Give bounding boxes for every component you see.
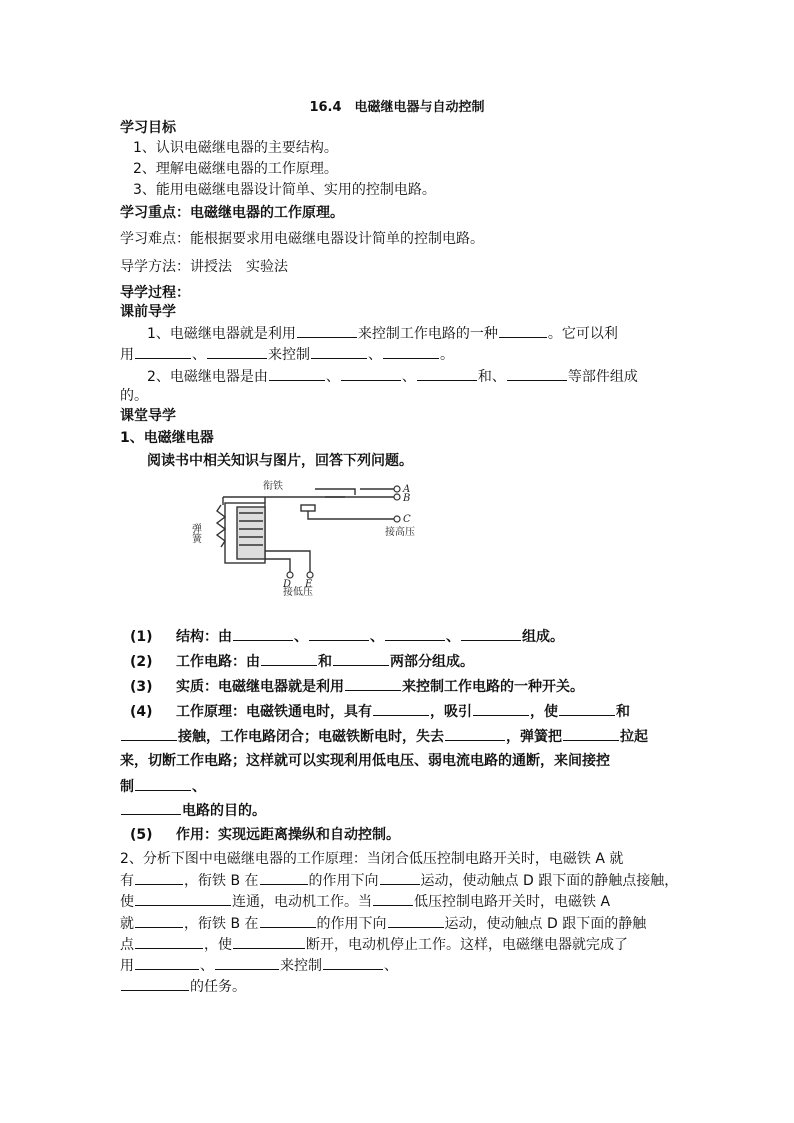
analysis-line1: 2、分析下图中电磁继电器的工作原理：当闭合低压控制电路开关时，电磁铁 A 就 (120, 851, 624, 867)
answer-blank[interactable] (461, 627, 521, 641)
question-2: (2) 工作电路：由 和 两部分组成。 (130, 654, 474, 670)
terminal-a (394, 486, 400, 492)
section-electromagnetic-relay: 1、电磁继电器 (120, 430, 214, 446)
question-4-line2: 接触，工作电路闭合；电磁铁断电时，失去 ，弹簧把 拉起 (120, 727, 648, 746)
reading-instruction: 阅读书中相关知识与图片，回答下列问题。 (147, 453, 413, 469)
answer-blank[interactable] (135, 777, 191, 791)
answer-blank[interactable] (261, 652, 317, 666)
answer-blank[interactable] (383, 345, 439, 359)
answer-blank[interactable] (559, 702, 615, 716)
answer-blank[interactable] (333, 652, 389, 666)
answer-blank[interactable] (215, 956, 279, 970)
answer-blank[interactable] (135, 956, 199, 970)
answer-blank[interactable] (269, 367, 325, 381)
question-4-line5: 电路的目的。 (120, 801, 266, 820)
answer-blank[interactable] (121, 977, 189, 991)
pre-q2-line2: 的。 (120, 388, 148, 404)
answer-blank[interactable] (323, 956, 383, 970)
answer-blank[interactable] (233, 935, 305, 949)
answer-blank[interactable] (207, 345, 267, 359)
terminal-d (287, 572, 293, 578)
answer-blank[interactable] (260, 871, 308, 885)
label-spring: 弹簧 (189, 523, 201, 543)
answer-blank[interactable] (499, 324, 547, 338)
label-c: C (403, 514, 411, 525)
question-4-line3: 来，切断工作电路；这样就可以实现利用低电压、弱电流电路的通断，来间接控 (120, 753, 610, 769)
answer-blank[interactable] (473, 702, 529, 716)
relay-diagram (189, 475, 420, 598)
page-title: 16.4 电磁继电器与自动控制 (309, 100, 485, 115)
pre-class-heading: 课前导学 (120, 304, 176, 320)
question-4-line1: (4) 工作原理：电磁铁通电时，具有 ，吸引 ，使 和 (130, 704, 630, 720)
process-heading: 导学过程： (120, 285, 190, 301)
coil (237, 507, 265, 559)
in-class-heading: 课堂导学 (120, 408, 176, 424)
pre-q1-line2: 用 、 来控制 、 。 (120, 347, 454, 363)
analysis-line4: 就 ，衔铁 B 在 的作用下向 运动，使动触点 D 跟下面的静触 (120, 916, 647, 932)
answer-blank[interactable] (135, 892, 231, 906)
coil-lead-d (265, 559, 290, 573)
label-b: B (403, 493, 411, 504)
analysis-line7: 的任务。 (120, 977, 246, 996)
answer-blank[interactable] (345, 677, 401, 691)
answer-blank[interactable] (388, 914, 444, 928)
pre-q2-line1: 2、电磁继电器是由 、 、 和、 等部件组成 (147, 369, 638, 385)
answer-blank[interactable] (309, 627, 369, 641)
key-point: 学习重点：电磁继电器的工作原理。 (120, 205, 344, 221)
answer-blank[interactable] (445, 727, 505, 741)
goal-item: 1、认识电磁继电器的主要结构。 (133, 140, 338, 156)
answer-blank[interactable] (135, 345, 191, 359)
answer-blank[interactable] (260, 914, 316, 928)
goal-item: 2、理解电磁继电器的工作原理。 (133, 161, 338, 177)
answer-blank[interactable] (380, 871, 420, 885)
label-armature: 衔铁 (263, 481, 283, 492)
static-contact (301, 505, 315, 511)
answer-blank[interactable] (417, 367, 477, 381)
analysis-line6: 用 、 来控制 、 (120, 958, 398, 974)
answer-blank[interactable] (563, 727, 619, 741)
question-3: (3) 实质：电磁继电器就是利用 来控制工作电路的一种开关。 (130, 679, 584, 695)
question-1: (1) 结构：由 、 、 、 组成。 (130, 629, 564, 645)
spring-icon (217, 505, 225, 547)
answer-blank[interactable] (373, 892, 413, 906)
analysis-line2: 有 ，衔铁 B 在 的作用下向 运动，使动触点 D 跟下面的静触点接触， (120, 873, 679, 889)
difficulty: 学习难点：能根据要求用电磁继电器设计简单的控制电路。 (120, 231, 484, 247)
label-d: D (283, 579, 292, 590)
goal-item: 3、能用电磁继电器设计简单、实用的控制电路。 (133, 182, 436, 198)
analysis-line3: 使 连通，电动机工作。当 低压控制电路开关时，电磁铁 A (120, 894, 611, 910)
contact-c-wire (308, 511, 395, 519)
coil-lead-e (265, 551, 310, 573)
label-low-voltage: 接低压 (283, 587, 313, 598)
analysis-line5: 点 ，使 断开，电动机停止工作。这样，电磁继电器就完成了 (120, 937, 628, 953)
answer-blank[interactable] (121, 801, 181, 815)
answer-blank[interactable] (233, 627, 293, 641)
answer-blank[interactable] (311, 345, 367, 359)
goals-heading: 学习目标 (120, 120, 176, 136)
terminal-c (394, 516, 400, 522)
label-e: E (305, 579, 313, 590)
question-5: (5) 作用：实现远距离操纵和自动控制。 (130, 827, 400, 843)
terminal-b (394, 494, 400, 500)
answer-blank[interactable] (135, 935, 203, 949)
answer-blank[interactable] (341, 367, 401, 381)
contact-a-wire (315, 489, 355, 495)
answer-blank[interactable] (135, 914, 183, 928)
label-high-voltage: 接高压 (385, 527, 415, 538)
label-a: A (403, 484, 411, 495)
pre-q1-line1: 1、电磁继电器就是利用 来控制工作电路的一种 。它可以利 (147, 326, 618, 342)
answer-blank[interactable] (373, 702, 429, 716)
answer-blank[interactable] (135, 871, 183, 885)
answer-blank[interactable] (385, 627, 445, 641)
method: 导学方法：讲授法 实验法 (120, 259, 288, 275)
answer-blank[interactable] (121, 727, 177, 741)
terminal-e (307, 572, 313, 578)
answer-blank[interactable] (297, 324, 357, 338)
answer-blank[interactable] (507, 367, 567, 381)
question-4-line4: 制 、 (120, 779, 206, 795)
